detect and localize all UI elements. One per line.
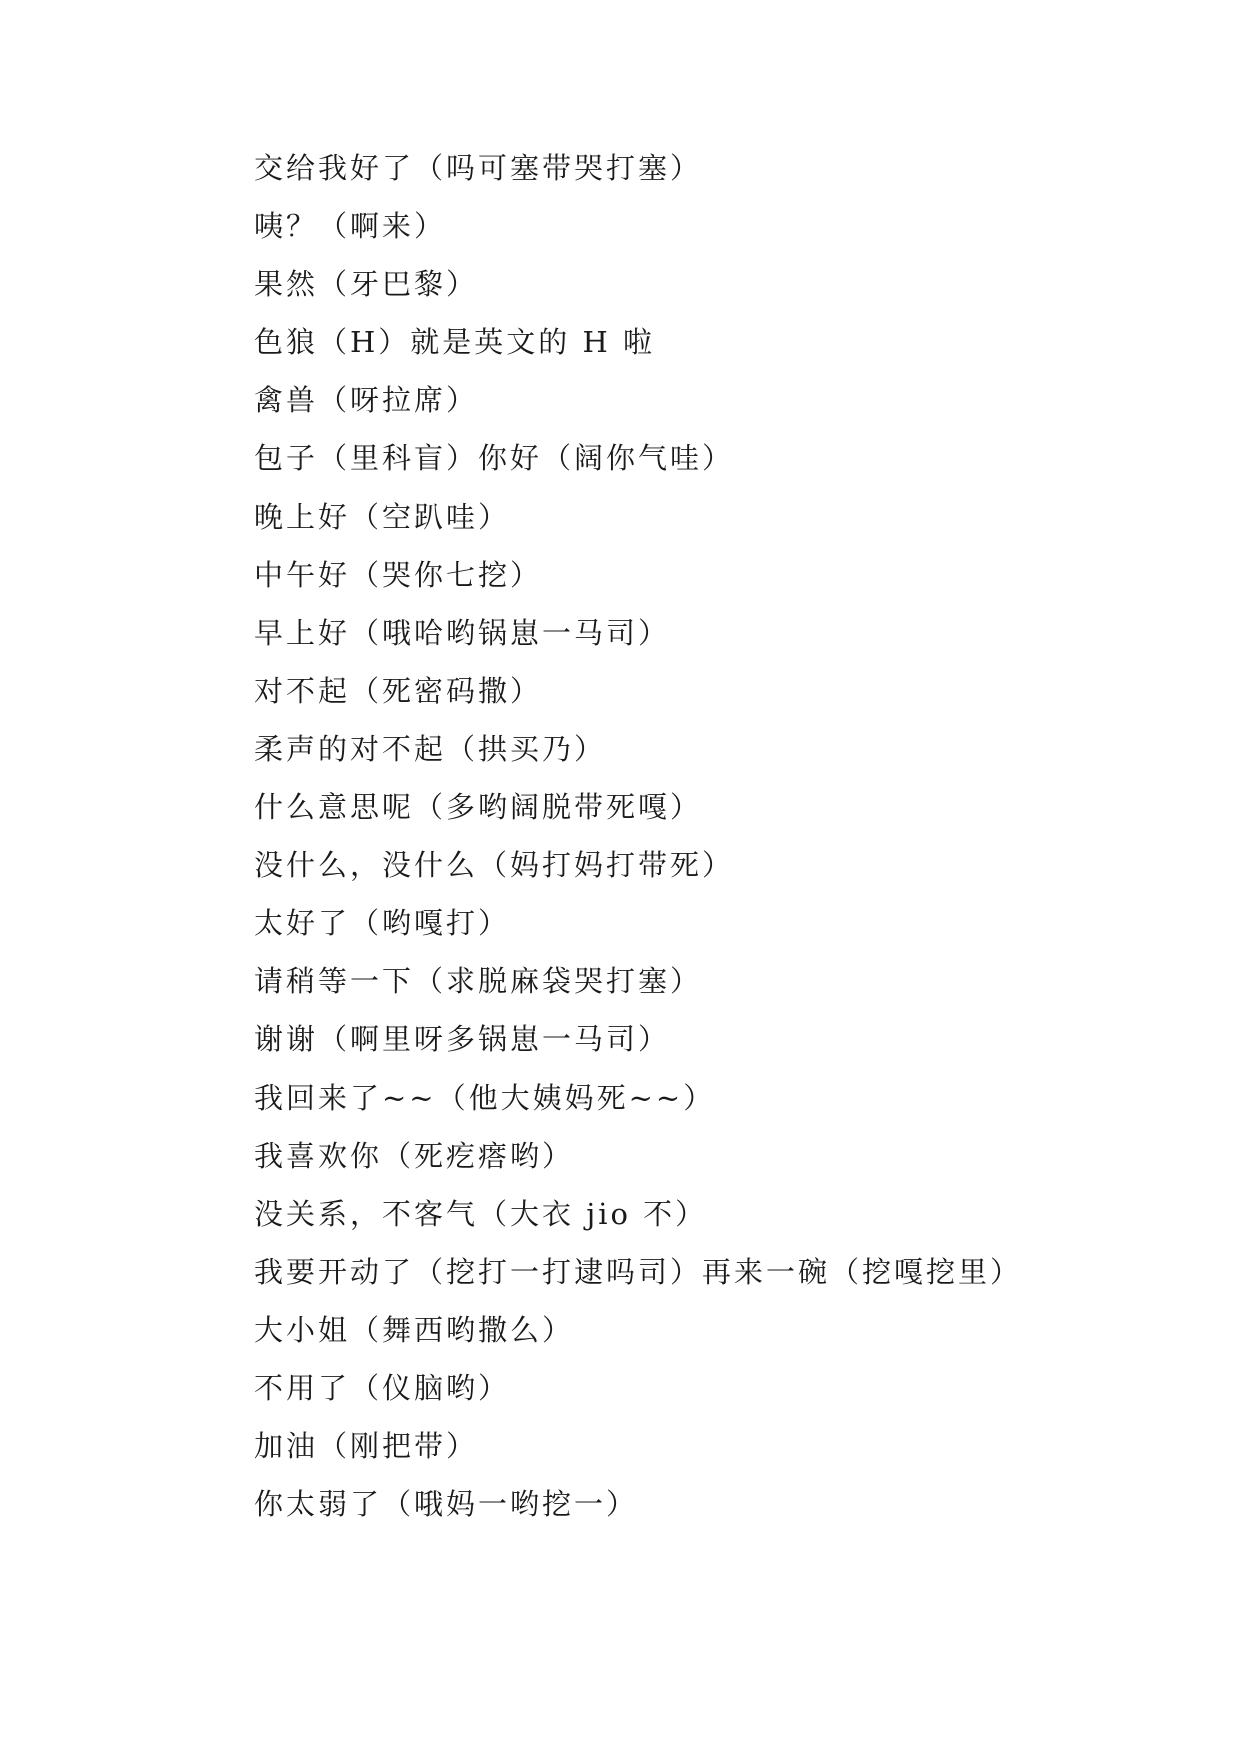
phrase-text: 大小姐（舞西哟撒么） <box>254 1312 575 1347</box>
phrase-text: 中午好（哭你七挖） <box>254 557 543 592</box>
phrase-text: 晚上好（空趴哇） <box>254 499 511 534</box>
phrase-line <box>254 1487 1154 1551</box>
phrase-text: 没关系，不客气（大衣 jio 不） <box>254 1196 708 1231</box>
phrase-text: 请稍等一下（求脱麻袋哭打塞） <box>254 964 703 999</box>
phrase-text: 没什么，没什么（妈打妈打带死） <box>254 848 735 883</box>
phrase-text: 禽兽（呀拉席） <box>254 383 479 418</box>
phrase-text: 包子（里科盲）你好（阔你气哇） <box>254 441 735 476</box>
phrase-text: 太好了（哟嘎打） <box>254 906 511 941</box>
phrase-text: 色狼（H）就是英文的 H 啦 <box>254 325 656 360</box>
phrase-text: 咦？（啊来） <box>254 209 447 244</box>
phrase-text: 果然（牙巴黎） <box>254 267 479 302</box>
phrase-text: 加油（刚把带） <box>254 1429 479 1464</box>
phrase-text: 我喜欢你（死疙瘩哟） <box>254 1138 575 1173</box>
phrase-text: 我回来了~~（他大姨妈死~~） <box>254 1080 716 1115</box>
phrase-text: 你太弱了（哦妈一哟挖一） <box>254 1487 639 1522</box>
phrase-text: 对不起（死密码撒） <box>254 673 543 708</box>
phrase-text: 交给我好了（吗可塞带哭打塞） <box>254 151 703 185</box>
phrase-list <box>254 151 1154 1551</box>
phrase-text: 我要开动了（挖打一打逮吗司）再来一碗（挖嘎挖里） <box>254 1254 1023 1289</box>
phrase-text: 什么意思呢（多哟阔脱带死嘎） <box>254 790 703 825</box>
phrase-text: 柔声的对不起（拱买乃） <box>254 731 607 766</box>
phrase-text: 早上好（哦哈哟锅崽一马司） <box>254 615 671 650</box>
phrase-text: 谢谢（啊里呀多锅崽一马司） <box>254 1022 671 1057</box>
phrase-text: 不用了（仪脑哟） <box>254 1370 511 1405</box>
